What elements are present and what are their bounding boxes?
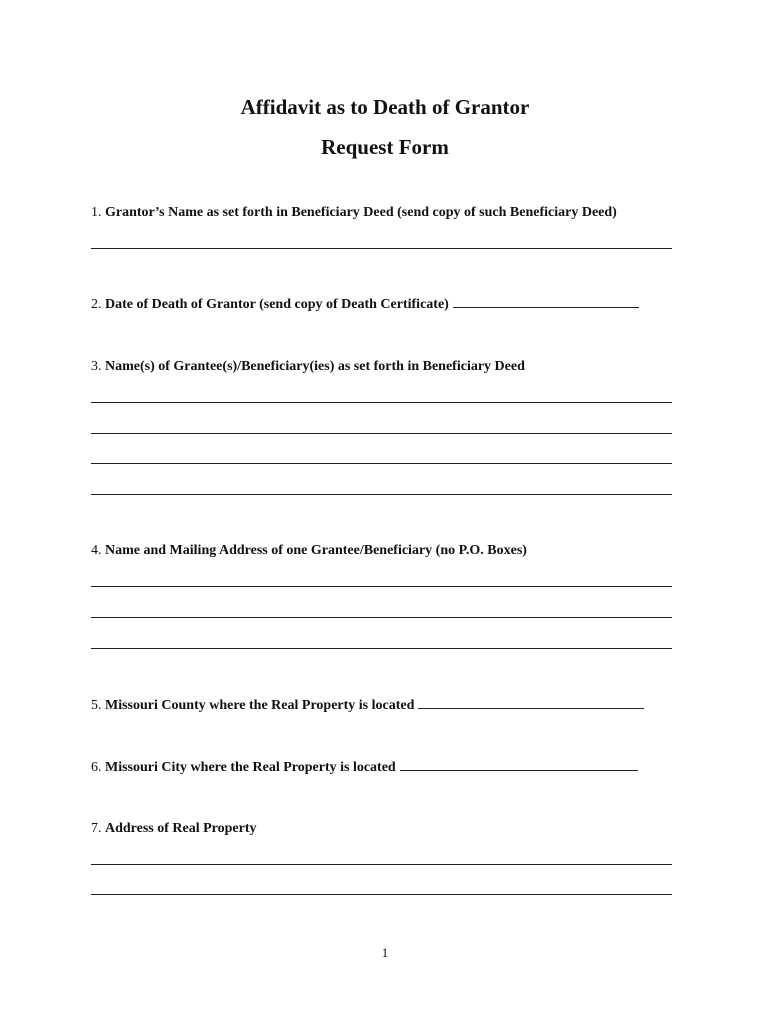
question-3-label: Name(s) of Grantee(s)/Beneficiary(ies) as set forth in Beneficiary Deed [105,359,525,374]
question-5-label: Missouri County where the Real Property is located [105,698,415,713]
grantor-name-field[interactable] [91,248,672,249]
grantee-names-field-line-4[interactable] [91,494,672,495]
question-4 [91,542,527,560]
mailing-address-field-line-1[interactable] [91,586,672,587]
question-6-number: 6. [91,760,102,775]
question-2-label: Date of Death of Grantor (send copy of Death Certificate) [105,297,449,312]
question-1-label: Grantor’s Name as set forth in Beneficiary Deed (send copy of such Beneficiary Deed) [105,205,617,220]
question-1 [91,204,617,222]
death-date-field[interactable] [453,295,639,308]
question-2-number: 2. [91,297,102,312]
page-title: Affidavit as to Death of Grantor [240,95,530,119]
county-field[interactable] [418,696,644,709]
question-6 [91,758,638,777]
page-number: 1 [381,945,389,960]
grantee-names-field-line-2[interactable] [91,433,672,434]
mailing-address-field-line-2[interactable] [91,617,672,618]
question-3-number: 3. [91,359,102,374]
question-4-number: 4. [91,543,102,558]
question-7 [91,820,257,838]
question-1-number: 1. [91,205,102,220]
question-2 [91,295,639,314]
question-7-number: 7. [91,821,102,836]
mailing-address-field-line-3[interactable] [91,648,672,649]
question-3 [91,358,525,376]
question-5 [91,696,644,715]
grantee-names-field-line-3[interactable] [91,463,672,464]
grantee-names-field-line-1[interactable] [91,402,672,403]
property-address-field-line-2[interactable] [91,894,672,895]
question-7-label: Address of Real Property [105,821,257,836]
city-field[interactable] [400,758,638,771]
question-4-label: Name and Mailing Address of one Grantee/Beneficiary (no P.O. Boxes) [105,543,527,558]
property-address-field-line-1[interactable] [91,864,672,865]
question-6-label: Missouri City where the Real Property is located [105,760,396,775]
page-subtitle: Request Form [321,135,449,159]
question-5-number: 5. [91,698,102,713]
